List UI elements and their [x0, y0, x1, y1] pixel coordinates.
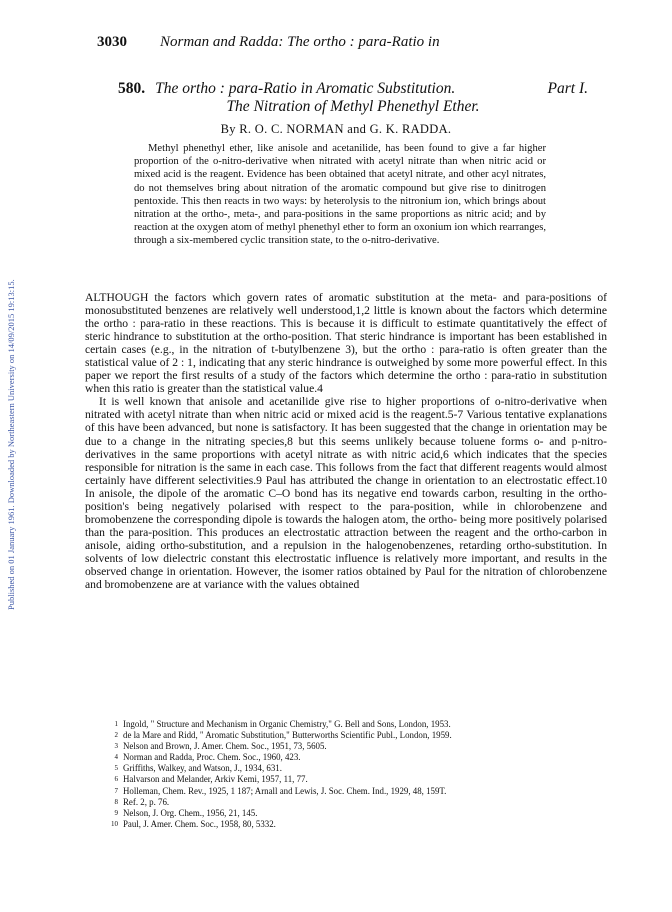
article-number: 580. — [118, 80, 146, 97]
footnote-number: 3 — [114, 742, 118, 751]
footnote-number: 4 — [114, 753, 118, 762]
body-text — [85, 291, 607, 591]
download-notice: Published on 01 January 1961. Downloaded by Northeastern University on 14/09/2015 19:13:15. — [6, 279, 16, 610]
authors: By R. O. C. NORMAN and G. K. RADDA. — [220, 122, 452, 136]
footnote — [107, 719, 607, 730]
article-title — [118, 80, 588, 116]
footnote-number: 5 — [114, 764, 118, 773]
footnote — [107, 774, 607, 785]
footnotes — [107, 719, 607, 830]
footnote-text: Halvarson and Melander, Arkiv Kemi, 1957, 11, 77. — [123, 774, 308, 785]
footnote-text: Nelson and Brown, J. Amer. Chem. Soc., 1951, 73, 5605. — [123, 741, 327, 752]
footnote — [107, 763, 607, 774]
footnote — [107, 786, 607, 797]
title-subtitle: The Nitration of Methyl Phenethyl Ether. — [226, 98, 480, 115]
download-watermark — [6, 140, 18, 610]
footnote — [107, 819, 607, 830]
footnote-text: Griffiths, Walkey, and Watson, J., 1934, 631. — [123, 763, 282, 774]
paragraph-2: It is well known that anisole and acetanilide give rise to higher proportions of o-nitro-derivative when nitrated with acetyl nitrate than when nitric acid or mixed acid is the reagent.5-7 Various tentative explanations of this have been advanced, but none is satisfactory. It has been suggested that the change in orientation may be due to a change in the nitrating species,8 but this seems unlikely because toluene forms o- and p-nitro-derivatives in the same proportions with acetyl nitrate as with nitric acid,6 which indicates that the species responsible for nitration is the same in each case. This follows from the fact that different reagents would almost certainly have different selectivities.9 Paul has attributed the change in orientation to an electrostatic effect.10 In anisole, the dipole of the aromatic C–O bond has its negative end towards carbon, resulting in the ortho-position's being negatively polarised with respect to the para-position, while in chlorobenzene and bromobenzene the corresponding dipole is towards the halogen atom, the ortho- being more positively polarised than the para-position. This produces an electrostatic attraction between the reagent and the ortho-carbon in anisole, aiding ortho-substitution, and a repulsion in the halogenobenzenes, retarding ortho-substitution. In solvents of low dielectric constant this electrostatic influence is relatively more important, and results in the observed change in orientation. However, the isomer ratios obtained by Paul for the nitration of chlorobenzene and bromobenzene are at variance with the values obtained — [85, 395, 607, 592]
footnote-number: 7 — [114, 786, 118, 795]
footnote-text: Holleman, Chem. Rev., 1925, 1 187; Arnall and Lewis, J. Soc. Chem. Ind., 1929, 48, 159T. — [123, 785, 447, 796]
running-head: Norman and Radda: The ortho : para-Ratio in — [160, 34, 440, 50]
footnote-text: Paul, J. Amer. Chem. Soc., 1958, 80, 5332. — [123, 818, 276, 829]
footnote — [107, 741, 607, 752]
title-main: The ortho : para-Ratio in Aromatic Substitution. — [155, 80, 456, 97]
footnote-text: Nelson, J. Org. Chem., 1956, 21, 145. — [123, 807, 258, 818]
page-header — [97, 34, 617, 51]
footnote-number: 2 — [114, 731, 118, 740]
abstract: Methyl phenethyl ether, like anisole and acetanilide, has been found to give a far higher proportion of the o-nitro-derivative when nitrated with acetyl nitrate than when nitric acid or mixed acid is the reagent. Evidence has been obtained that acetyl nitrate, and other acyl nitrates, do not themselves bring about nitration of the aromatic compound but give rise to dinitrogen pentoxide. This then reacts in two ways: by heterolysis to the nitronium ion, which brings about nitration at the ortho-, meta-, and para-positions in the same proportions as nitric acid; and by reaction at the oxygen atom of methyl phenethyl ether to form an oxonium ion which rearranges, through a six-membered cyclic transition state, to the o-nitro-derivative. — [134, 143, 546, 247]
footnote-number: 8 — [114, 797, 118, 806]
footnote-text: Ref. 2, p. 76. — [123, 796, 170, 807]
footnote-number: 10 — [111, 819, 118, 828]
footnote-text: Norman and Radda, Proc. Chem. Soc., 1960, 423. — [123, 752, 301, 763]
footnote-text: de la Mare and Ridd, " Aromatic Substitution," Butterworths Scientific Publ., London, 1959. — [123, 730, 452, 741]
footnote — [107, 808, 607, 819]
footnote — [107, 752, 607, 763]
footnote-number: 9 — [114, 808, 118, 817]
footnote-text: Ingold, " Structure and Mechanism in Organic Chemistry," G. Bell and Sons, London, 1953. — [123, 719, 451, 729]
paragraph-1: ALTHOUGH the factors which govern rates of aromatic substitution at the meta- and para-positions of monosubstituted benzenes are relatively well understood,1,2 little is known about the factors which determine the ortho : para-ratio in these reactions. This is because it is difficult to estimate quantitatively the effect of steric hindrance to substitution at the ortho-position. That steric hindrance is important has been established in certain cases (e.g., in the nitration of t-butylbenzene 3), but the ortho : para-ratio is often greater than the statistical value of 2 : 1, indicating that any steric hindrance is outweighed by some more powerful effect. In this paper we report the first results of a study of the factors which determine the ortho : para-ratio in substitution when this ratio is greater than the statistical value.4 — [85, 291, 607, 396]
page-number: 3030 — [97, 34, 127, 50]
footnote — [107, 730, 607, 741]
footnote — [107, 797, 607, 808]
footnote-number: 6 — [114, 775, 118, 784]
title-part: Part I. — [547, 80, 588, 97]
footnote-number: 1 — [114, 720, 118, 728]
